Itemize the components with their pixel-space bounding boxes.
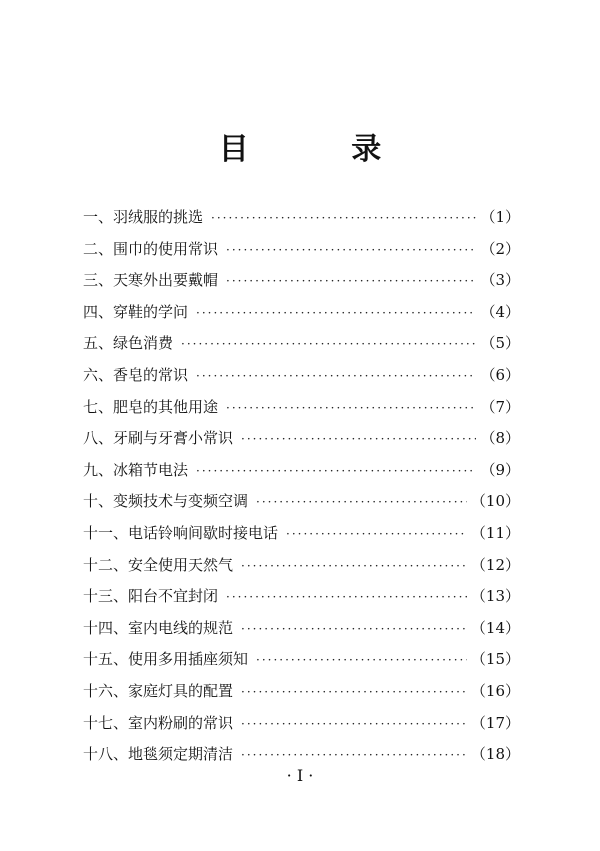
toc-entry-title: 十二、安全使用天然气 [83, 555, 234, 574]
toc-entry-title: 八、牙刷与牙膏小常识 [83, 429, 234, 448]
toc-entry-page: （3） [480, 271, 520, 290]
toc-entry [83, 455, 520, 487]
toc-entry-title: 十四、室内电线的规范 [83, 618, 234, 637]
toc-entry-title: 十、变频技术与变频空调 [83, 492, 249, 511]
dot-leader [241, 677, 467, 709]
toc-entry [83, 392, 520, 424]
dot-leader [241, 424, 476, 456]
toc-entry-title: 十一、电话铃响间歇时接电话 [83, 523, 279, 542]
toc-entry-title: 六、香皂的常识 [83, 365, 189, 384]
toc-entry-page: （17） [470, 713, 520, 732]
toc-entry [83, 581, 520, 613]
toc-entry-page: （7） [480, 397, 520, 416]
toc-entry-page: （4） [480, 302, 520, 321]
dot-leader [211, 203, 476, 235]
toc-entry-page: （11） [470, 523, 520, 542]
toc-entry-page: （12） [470, 555, 520, 574]
dot-leader [256, 645, 467, 677]
dot-leader [241, 614, 467, 646]
toc-entry-title: 一、羽绒服的挑选 [83, 208, 204, 226]
toc-entry-title: 九、冰箱节电法 [83, 460, 189, 479]
dot-leader [241, 551, 467, 583]
toc-entry-title: 十八、地毯须定期清洁 [83, 745, 234, 764]
toc-entry [83, 644, 520, 676]
page-title: 目 录 [218, 132, 428, 167]
dot-leader [226, 393, 476, 425]
toc-entry-page: （10） [470, 492, 520, 511]
toc-entry-page: （15） [470, 650, 520, 669]
toc-entry-page: （8） [480, 429, 520, 448]
toc-entry-page: （5） [480, 334, 520, 353]
dot-leader [196, 298, 476, 330]
toc-entry [83, 676, 520, 708]
toc-entry-page: （9） [480, 460, 520, 479]
toc-entry-page: （18） [470, 745, 520, 764]
toc-entry-page: （14） [470, 618, 520, 637]
toc-entry [83, 486, 520, 518]
toc-entry [83, 708, 520, 740]
toc-entry [83, 297, 520, 329]
table-of-contents [83, 202, 520, 771]
dot-leader [226, 582, 467, 614]
toc-entry [83, 550, 520, 582]
toc-entry-title: 十三、阳台不宜封闭 [83, 587, 219, 606]
dot-leader [226, 235, 476, 267]
toc-entry-title: 二、围巾的使用常识 [83, 239, 219, 258]
toc-entry-title: 三、天寒外出要戴帽 [83, 271, 219, 290]
dot-leader [196, 361, 476, 393]
toc-entry [83, 328, 520, 360]
dot-leader [286, 519, 467, 551]
toc-entry [83, 423, 520, 455]
toc-entry-title: 五、绿色消费 [83, 334, 174, 353]
toc-entry-page: （6） [480, 365, 520, 384]
toc-entry-page: （1） [480, 208, 520, 226]
toc-entry [83, 613, 520, 645]
toc-entry-title: 四、穿鞋的学问 [83, 302, 189, 321]
toc-entry-title: 十六、家庭灯具的配置 [83, 681, 234, 700]
dot-leader [256, 487, 467, 519]
toc-entry-title: 十五、使用多用插座须知 [83, 650, 249, 669]
toc-entry [83, 202, 520, 234]
page-number-footer: · I · [286, 766, 314, 785]
toc-entry [83, 265, 520, 297]
toc-entry-page: （2） [480, 239, 520, 258]
dot-leader [181, 329, 476, 361]
toc-entry [83, 518, 520, 550]
dot-leader [241, 709, 467, 741]
dot-leader [226, 266, 476, 298]
dot-leader [196, 456, 476, 488]
toc-entry [83, 360, 520, 392]
toc-entry-page: （16） [470, 681, 520, 700]
toc-entry-title: 七、肥皂的其他用途 [83, 397, 219, 416]
toc-entry-title: 十七、室内粉刷的常识 [83, 713, 234, 732]
toc-entry [83, 234, 520, 266]
toc-entry-page: （13） [470, 587, 520, 606]
